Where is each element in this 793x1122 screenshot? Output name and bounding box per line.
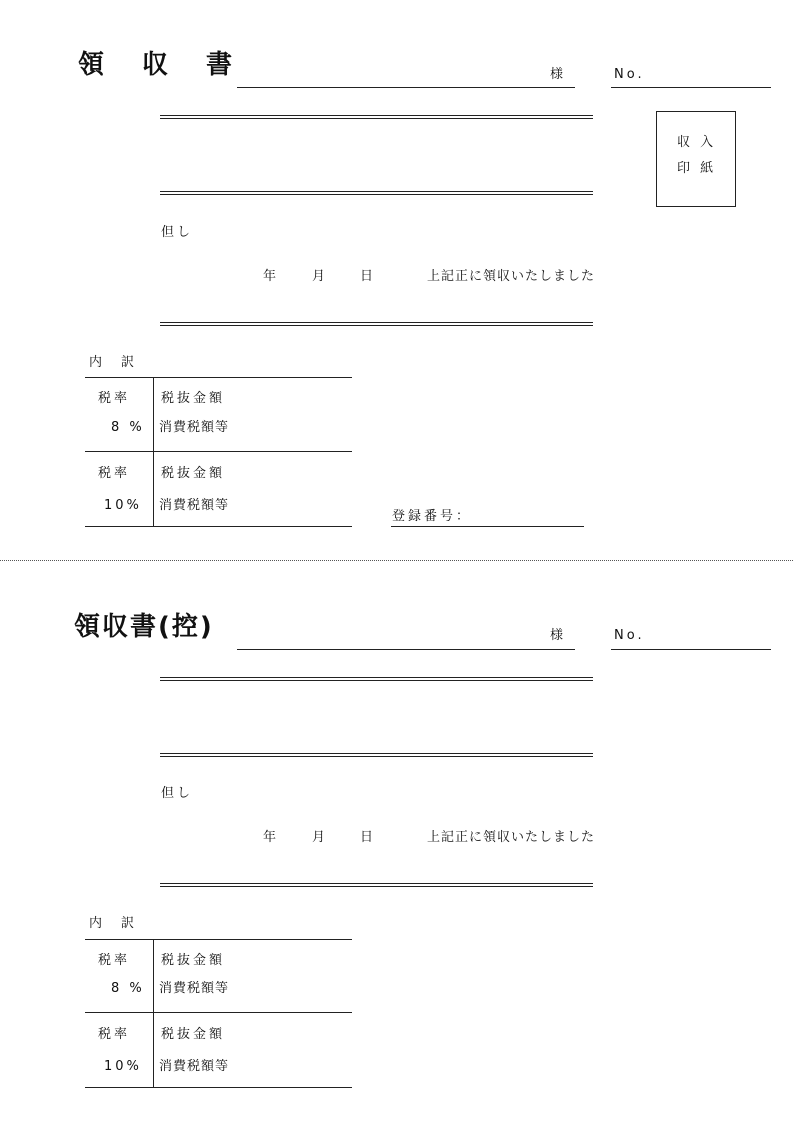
receipt-number-label: No.	[614, 67, 645, 82]
copy-breakdown-label: 内 訳	[89, 916, 138, 931]
copy-rate-value-10: 10%	[104, 1059, 142, 1074]
copy-tax-label-8: 消費税額等	[159, 981, 230, 996]
confirmation-text: 上記正に領収いたしました	[427, 269, 596, 284]
revenue-stamp-box	[656, 111, 736, 207]
copy-confirmation-text: 上記正に領収いたしました	[427, 830, 596, 845]
copy-rate-value-8: 8 %	[111, 981, 145, 996]
rate-label-10: 税率	[98, 466, 131, 481]
registration-line	[391, 526, 584, 527]
tax-label-10: 消費税額等	[159, 498, 230, 513]
copy-date-day: 日	[360, 830, 377, 845]
stamp-label-line2: 印 紙	[677, 161, 717, 176]
copy-number-label: No.	[614, 628, 645, 643]
tadashi-label: 但し	[161, 225, 194, 240]
stamp-label-line1: 収 入	[677, 135, 717, 150]
copy-tadashi-label: 但し	[161, 786, 194, 801]
copy-title: 領収書(控)	[74, 612, 214, 642]
excl-label-10: 税抜金額	[161, 466, 226, 481]
addressee-suffix: 様	[550, 67, 567, 82]
excl-label-8: 税抜金額	[161, 391, 226, 406]
copy-breakdown-mid-line	[85, 1012, 352, 1013]
rate-value-8: 8 %	[111, 420, 145, 435]
copy-rate-label-10: 税率	[98, 1027, 131, 1042]
copy-addressee-suffix: 様	[550, 628, 567, 643]
date-month: 月	[312, 269, 329, 284]
amount-top-line	[160, 115, 593, 119]
breakdown-mid-line	[85, 451, 352, 452]
date-day: 日	[360, 269, 377, 284]
description-bottom-line	[160, 322, 593, 326]
copy-breakdown-divider	[153, 939, 154, 1087]
copy-tax-label-10: 消費税額等	[159, 1059, 230, 1074]
tax-label-8: 消費税額等	[159, 420, 230, 435]
copy-rate-label-8: 税率	[98, 953, 131, 968]
amount-bottom-line	[160, 191, 593, 195]
copy-date-month: 月	[312, 830, 329, 845]
copy-addressee-line	[237, 649, 575, 650]
copy-description-bottom-line	[160, 883, 593, 887]
breakdown-bottom-line	[85, 526, 352, 527]
rate-value-10: 10%	[104, 498, 142, 513]
breakdown-top-line	[85, 377, 352, 378]
copy-amount-bottom-line	[160, 753, 593, 757]
date-year: 年	[263, 269, 280, 284]
registration-label: 登録番号：	[392, 509, 473, 524]
rate-label-8: 税率	[98, 391, 131, 406]
receipt-number-line	[611, 87, 771, 88]
copy-excl-label-8: 税抜金額	[161, 953, 226, 968]
copy-amount-top-line	[160, 677, 593, 681]
cut-line	[0, 560, 793, 561]
copy-date-year: 年	[263, 830, 280, 845]
copy-excl-label-10: 税抜金額	[161, 1027, 226, 1042]
addressee-line	[237, 87, 575, 88]
receipt-title: 領 収 書	[78, 50, 239, 80]
breakdown-label: 内 訳	[89, 355, 138, 370]
copy-number-line	[611, 649, 771, 650]
copy-breakdown-bottom-line	[85, 1087, 352, 1088]
copy-breakdown-top-line	[85, 939, 352, 940]
